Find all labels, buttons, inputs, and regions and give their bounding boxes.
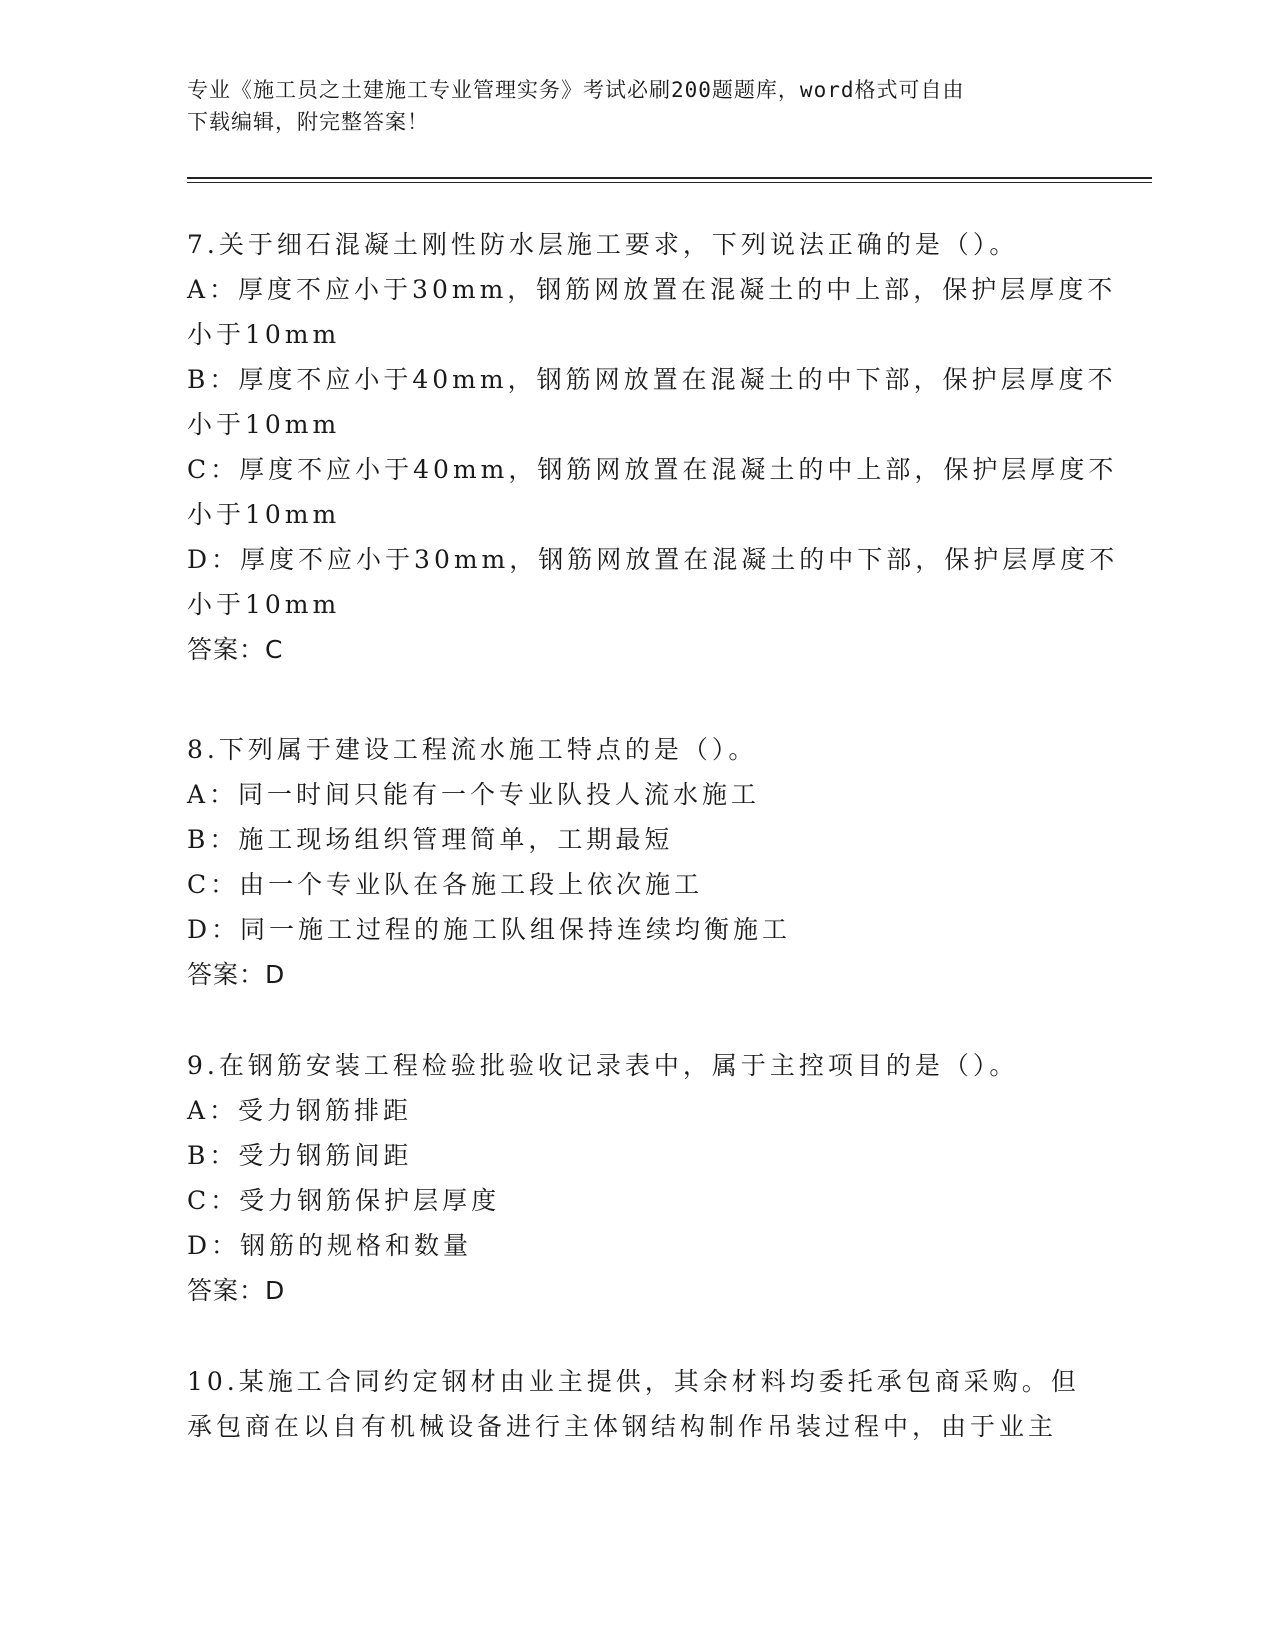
question-9	[187, 1043, 1087, 1313]
option-c: C：受力钢筋保护层厚度	[187, 1186, 501, 1215]
header-line-2: 下载编辑，附完整答案！	[187, 110, 429, 134]
header-divider	[187, 177, 1152, 183]
option-b-continued: 小于10mm	[187, 410, 341, 439]
question-stem-continued: 承包商在以自有机械设备进行主体钢结构制作吊装过程中，由于业主	[187, 1412, 1058, 1441]
answer: 答案：D	[187, 960, 286, 989]
option-c: C：厚度不应小于40mm，钢筋网放置在混凝土的中上部，保护层厚度不	[187, 455, 1118, 484]
answer: 答案：C	[187, 635, 284, 664]
question-7	[187, 222, 1119, 672]
option-c-continued: 小于10mm	[187, 500, 341, 529]
document-header	[187, 74, 1067, 138]
option-b: B：施工现场组织管理简单，工期最短	[187, 825, 674, 854]
question-stem: 8.下列属于建设工程流水施工特点的是（）。	[187, 735, 758, 764]
option-a: A：受力钢筋排距	[187, 1096, 413, 1125]
option-d: D：同一施工过程的施工队组保持连续均衡施工	[187, 915, 792, 944]
option-a: A：厚度不应小于30mm，钢筋网放置在混凝土的中上部，保护层厚度不	[187, 275, 1117, 304]
question-stem: 7.关于细石混凝土刚性防水层施工要求，下列说法正确的是（）。	[187, 230, 1019, 259]
question-stem: 9.在钢筋安装工程检验批验收记录表中，属于主控项目的是（）。	[187, 1051, 1019, 1080]
option-b: B：受力钢筋间距	[187, 1141, 413, 1170]
option-d: D：钢筋的规格和数量	[187, 1231, 473, 1260]
question-stem: 10.某施工合同约定钢材由业主提供，其余材料均委托承包商采购。但	[187, 1367, 1080, 1396]
option-d: D：厚度不应小于30mm，钢筋网放置在混凝土的中下部，保护层厚度不	[187, 545, 1119, 574]
question-10	[187, 1359, 1087, 1449]
option-d-continued: 小于10mm	[187, 590, 341, 619]
question-8	[187, 727, 1087, 997]
option-b: B：厚度不应小于40mm，钢筋网放置在混凝土的中下部，保护层厚度不	[187, 365, 1117, 394]
option-c: C：由一个专业队在各施工段上依次施工	[187, 870, 704, 899]
option-a-continued: 小于10mm	[187, 320, 341, 349]
option-a: A：同一时间只能有一个专业队投人流水施工	[187, 780, 761, 809]
header-line-1: 专业《施工员之土建施工专业管理实务》考试必刷200题题库，word格式可自由	[187, 78, 965, 102]
answer: 答案：D	[187, 1276, 286, 1305]
